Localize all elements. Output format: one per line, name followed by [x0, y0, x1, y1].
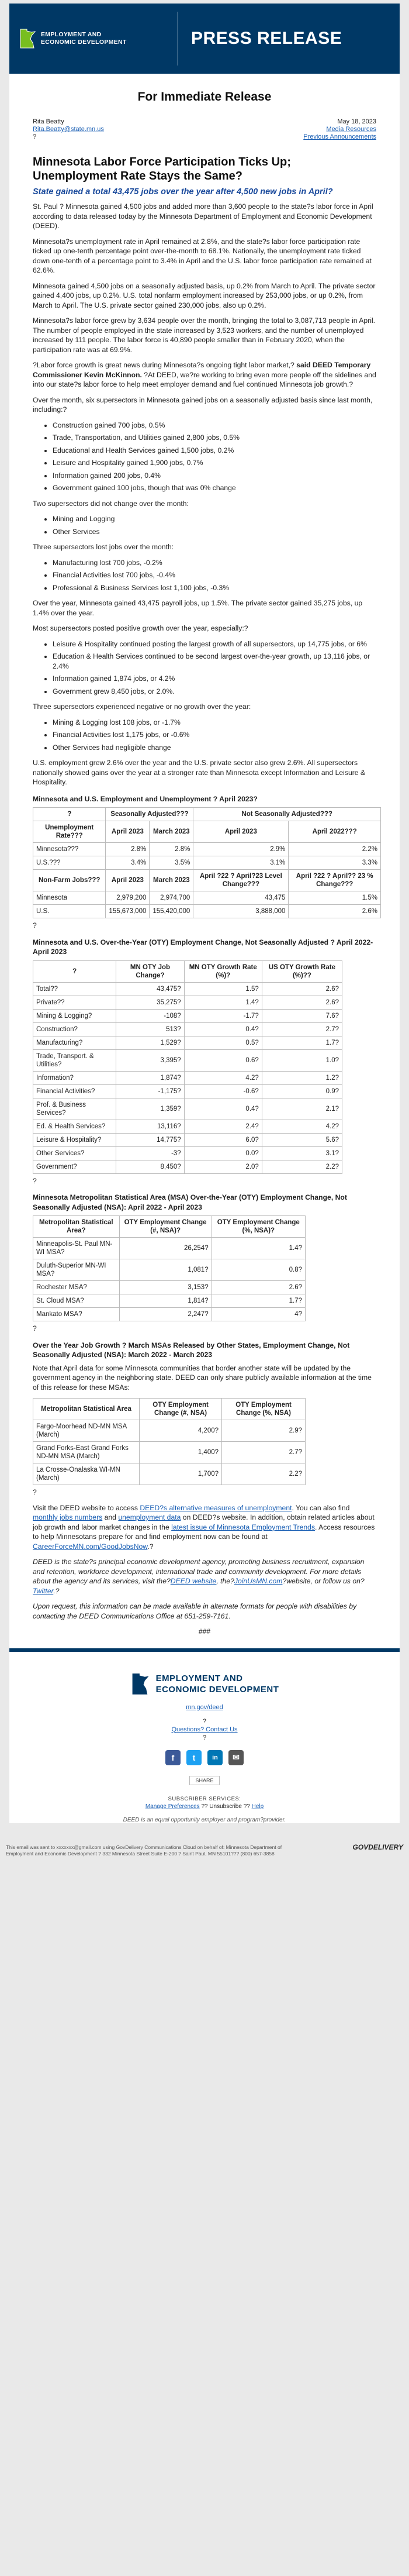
table-cell: 5.6? [262, 1133, 342, 1146]
list-item: • Education & Health Services continued to be second largest over-the-year growth, up 13,116 jobs, or 2.4% [53, 652, 376, 671]
year-growth-list [33, 639, 376, 697]
spacer-mark: ? [33, 921, 37, 929]
footer-center [9, 1703, 400, 1742]
contact-meta [9, 118, 400, 141]
table-row [33, 1420, 306, 1442]
table-cell: 35,275? [116, 996, 184, 1009]
table-cell: OTY Employment Change (%, NSA) [222, 1399, 306, 1420]
table-cell: 0.5? [184, 1036, 262, 1049]
list-item: • Educational and Health Services gained 1,500 jobs, 0.2% [53, 446, 376, 456]
subheadline: State gained a total 43,475 jobs over the year after 4,500 new jobs in April? [33, 187, 333, 197]
table-cell: Minnesota??? [33, 843, 106, 856]
table-cell: 3.3% [289, 856, 381, 870]
social-icons [9, 1750, 400, 1765]
table-cell: 2.7? [262, 1022, 342, 1036]
table-row [33, 1308, 306, 1321]
table-cell: 1,700? [140, 1463, 222, 1485]
table-cell: 2.2? [262, 1160, 342, 1173]
table-row [33, 1146, 342, 1160]
facebook-icon[interactable]: f [165, 1750, 181, 1765]
paragraph: Over the month, six supersectors in Minnesota gained jobs on a seasonally adjusted basis since last month, including:? [33, 395, 373, 414]
delivery-footer [0, 1837, 409, 1863]
table-cell: 2.6? [212, 1281, 305, 1294]
contact-extra: ? [33, 133, 37, 140]
footer [9, 1648, 400, 1823]
table-cell: 1.0? [262, 1049, 342, 1071]
table-cell: 3.1% [193, 856, 289, 870]
list-item: • Mining and Logging [53, 514, 376, 524]
table-cell: 0.4? [184, 1098, 262, 1120]
table-cell: Private?? [33, 996, 116, 1009]
table-cell: Minnesota [33, 891, 106, 905]
footer-mark: ? [202, 1717, 207, 1725]
subscriber-services: SUBSCRIBER SERVICES: [168, 1795, 241, 1802]
media-resources-link[interactable]: Media Resources [326, 126, 376, 133]
table-row [33, 905, 381, 918]
table-cell: April 2022??? [289, 821, 381, 843]
oty-change-table [33, 960, 342, 1174]
table-cell: 2.6? [262, 996, 342, 1009]
govdelivery-logo: GOVDELIVERY [352, 1843, 403, 1851]
end-mark: ### [198, 1627, 211, 1635]
table-cell: April 2023 [106, 821, 150, 843]
table-cell: Information? [33, 1071, 116, 1084]
delivery-text: This email was sent to xxxxxxx@gmail.com using GovDelivery Communications Cloud on behalf of: Minnesota Department of Employment and Economic Development ? 332 Minnesota Street Suite E-200 ? Saint Paul, MN 55101??? (800) 657-3858 [6, 1844, 282, 1857]
careerforce-link[interactable]: CareerForceMN.com/GoodJobsNow [33, 1542, 148, 1551]
table-cell: Government? [33, 1160, 116, 1173]
table-cell: 2,247? [119, 1308, 212, 1321]
paragraph: St. Paul ? Minnesota gained 4,500 jobs and added more than 3,600 people to the state?s labor force in April according to data released today by the Minnesota Department of Employment and Economic Development (DEED). [33, 202, 373, 230]
table-cell: March 2023 [150, 821, 193, 843]
paragraph: Two supersectors did not change over the month: [33, 499, 189, 508]
table-cell: 2.7? [222, 1442, 306, 1463]
table-cell: Total?? [33, 982, 116, 996]
table-cell: 4.2? [184, 1071, 262, 1084]
text-part: on DEED?s website. In addition, obtain related articles about job growth and labor market changes in the [33, 1513, 375, 1531]
table-cell: 4,200? [140, 1420, 222, 1442]
monthly-jobs-link[interactable]: monthly jobs numbers [33, 1513, 103, 1521]
table-cell: Mankato MSA? [33, 1308, 120, 1321]
text-part: .? [147, 1542, 154, 1551]
twitter-icon[interactable]: t [186, 1750, 202, 1765]
table-cell: April 2023 [193, 821, 289, 843]
text-part: ?website, or follow us on? [282, 1577, 365, 1585]
minnesota-state-icon [19, 29, 36, 49]
table-cell: 2.2? [222, 1463, 306, 1485]
year-negative-list [33, 718, 376, 753]
table-cell: 1,400? [140, 1442, 222, 1463]
table1-caption: Minnesota and U.S. Employment and Unemployment ? April 2023? [33, 794, 258, 803]
table-cell: -0.6? [184, 1084, 262, 1098]
table-cell: 3,153? [119, 1281, 212, 1294]
table-cell: Ed. & Health Services? [33, 1120, 116, 1133]
paragraph: Three supersectors lost jobs over the month: [33, 543, 174, 551]
table-cell: 155,673,000 [106, 905, 150, 918]
visit-paragraph [33, 1503, 376, 1552]
table-cell: 14,775? [116, 1133, 184, 1146]
paragraph: Minnesota?s labor force grew by 3,634 people over the month, bringing the total to 3,087,713 people in April. The number of people employed in the state increased by 3,523 workers, and the number of unemployed increased by 111 people. The labor force is 40,890 people smaller than in February 2020, when the participation rate was at 69.9%. [33, 316, 376, 354]
table-cell: 43,475? [116, 982, 184, 996]
list-item: • Leisure and Hospitality gained 1,900 jobs, 0.7% [53, 458, 376, 468]
list-item: • Leisure & Hospitality continued posting the largest growth of all supersectors, up 14,775 jobs, or 6% [53, 639, 376, 649]
table-cell: Prof. & Business Services? [33, 1098, 116, 1120]
table-row [33, 1049, 342, 1071]
help-link[interactable]: Help [251, 1803, 264, 1810]
table-cell: 1.7? [262, 1036, 342, 1049]
share-label: SHARE [195, 1777, 214, 1783]
table-cell: -1.7? [184, 1009, 262, 1022]
employment-trends-link[interactable]: latest issue of Minnesota Employment Trends [171, 1523, 316, 1531]
list-item: • Other Services had negligible change [53, 743, 376, 753]
equal-opportunity-note: DEED is an equal opportunity employer and program?provider. [123, 1816, 286, 1823]
manage-preferences-link[interactable]: Manage Preferences [145, 1803, 200, 1810]
paragraph: Three supersectors experienced negative or no growth over the year: [33, 702, 251, 711]
list-item: • Government gained 100 jobs, though that was 0% change [53, 483, 376, 493]
table-cell: 2.4? [184, 1120, 262, 1133]
list-item: • Construction gained 700 jobs, 0.5% [53, 421, 376, 431]
table-cell: Metropolitan Statistical Area [33, 1399, 140, 1420]
table-cell: 43,475 [193, 891, 289, 905]
alternative-measures-link[interactable]: DEED?s alternative measures of unemployment [140, 1503, 292, 1512]
previous-announcements-link[interactable]: Previous Announcements [303, 133, 376, 140]
table-row [33, 1399, 306, 1420]
table4-note: Note that April data for some Minnesota communities that border another state will be updated by the government agency in the neighboring state. DEED can only share publicly available information at the time of this release for these MSAs: [33, 1363, 372, 1392]
table-row [33, 808, 381, 821]
table-cell: 2.1? [262, 1098, 342, 1120]
table-cell: 0.4? [184, 1022, 262, 1036]
paragraph: Most supersectors posted positive growth over the year, especially:? [33, 624, 248, 632]
table-cell: 3.1? [262, 1146, 342, 1160]
table-cell: 8,450? [116, 1160, 184, 1173]
table-cell: Minneapolis-St. Paul MN-WI MSA? [33, 1238, 120, 1259]
table-cell: OTY Employment Change (#, NSA)? [119, 1216, 212, 1238]
text-part: DEED is the state?s principal economic development agency, promoting business recruitment, expansion and retention, workforce development, international trade and community development. For more details about the agency and its services, visit the? [33, 1558, 365, 1585]
text-part: . You can also find [292, 1503, 350, 1512]
table-cell: 155,420,000 [150, 905, 193, 918]
text-part: . Access resources to help Minnesotans prepare for and find employment now can be found at [33, 1523, 375, 1541]
text-part: and [104, 1513, 116, 1521]
org-line2: ECONOMIC DEVELOPMENT [41, 39, 127, 46]
table-cell: 2,979,200 [106, 891, 150, 905]
table-cell: OTY Employment Change (%, NSA)? [212, 1216, 305, 1238]
list-item: • Information gained 1,874 jobs, or 4.2% [53, 674, 376, 684]
table-cell: 513? [116, 1022, 184, 1036]
table-row [33, 1160, 342, 1173]
quote-part: ?Labor force growth is great news during Minnesota?s ongoing tight labor market,? [33, 361, 294, 369]
table-row [33, 856, 381, 870]
table-cell: Not Seasonally Adjusted??? [193, 808, 381, 821]
table-row [33, 1120, 342, 1133]
subscriber-links [9, 1803, 400, 1810]
table-cell: MN OTY Job Change? [116, 960, 184, 982]
table-cell: 2.2% [289, 843, 381, 856]
table-cell: Duluth-Superior MN-WI MSA? [33, 1259, 120, 1281]
table-cell: Construction? [33, 1022, 116, 1036]
paragraph: U.S. employment grew 2.6% over the year and the U.S. private sector also grew 2.6%. All supersectors nationally showed gains over the year at a stronger rate than Minnesota except Information and Leisure & Hospitality. [33, 759, 366, 786]
release-date: May 18, 2023 [337, 118, 376, 125]
table-cell: 1.5% [289, 891, 381, 905]
table-row [33, 1022, 342, 1036]
table-cell: 6.0? [184, 1133, 262, 1146]
table-cell: Non-Farm Jobs??? [33, 870, 106, 891]
banner [9, 4, 400, 74]
month-losses-list [33, 558, 376, 593]
table-row [33, 1294, 306, 1308]
table-cell: 1.7? [212, 1294, 305, 1308]
table-row [33, 960, 342, 982]
table-cell: La Crosse-Onalaska WI-MN (March) [33, 1463, 140, 1485]
table-cell: Seasonally Adjusted??? [106, 808, 193, 821]
table-row [33, 1216, 306, 1238]
for-immediate-release: For Immediate Release [137, 90, 272, 104]
table-cell: 1,359? [116, 1098, 184, 1120]
table-cell: 2.8% [106, 843, 150, 856]
table-cell: 3,395? [116, 1049, 184, 1071]
table-cell: Mining & Logging? [33, 1009, 116, 1022]
contact-email-link[interactable]: Rita.Beatty@state.mn.us [33, 126, 104, 133]
table-cell: -1,175? [116, 1084, 184, 1098]
table-cell: Metropolitan Statistical Area? [33, 1216, 120, 1238]
table-cell: 2.6% [289, 905, 381, 918]
table-cell: 0.8? [212, 1259, 305, 1281]
table-cell: 3.5% [150, 856, 193, 870]
unemployment-data-link[interactable]: unemployment data [118, 1513, 181, 1521]
table-row [33, 1281, 306, 1294]
table-row [33, 1009, 342, 1022]
table-cell: 1.2? [262, 1071, 342, 1084]
table-row [33, 1463, 306, 1485]
linkedin-icon[interactable]: in [207, 1750, 223, 1765]
table-cell: ? [33, 960, 116, 982]
table-row [33, 1098, 342, 1120]
footer-logo [9, 1652, 400, 1703]
table-cell: Unemployment Rate??? [33, 821, 106, 843]
table-cell: 4.2? [262, 1120, 342, 1133]
site-link[interactable]: mn.gov/deed [186, 1703, 223, 1711]
unsubscribe-link[interactable]: ?? Unsubscribe ?? [201, 1803, 250, 1810]
table-cell: 13,116? [116, 1120, 184, 1133]
table-cell: 0.0? [184, 1146, 262, 1160]
table-cell: Rochester MSA? [33, 1281, 120, 1294]
table-cell: -3? [116, 1146, 184, 1160]
table-cell: April ?22 ? April?23 Level Change??? [193, 870, 289, 891]
minnesota-state-icon [130, 1673, 150, 1695]
banner-title: PRESS RELEASE [191, 29, 342, 48]
table-cell: OTY Employment Change (#, NSA) [140, 1399, 222, 1420]
employment-table [33, 807, 381, 918]
table-cell: 1,814? [119, 1294, 212, 1308]
list-item: • Trade, Transportation, and Utilities gained 2,800 jobs, 0.5% [53, 433, 376, 443]
table-cell: MN OTY Growth Rate (%)? [184, 960, 262, 982]
text-part: Visit the DEED website to access [33, 1503, 138, 1512]
list-item: • Other Services [53, 527, 376, 537]
table-cell: 2.6? [262, 982, 342, 996]
spacer-mark: ? [33, 1176, 37, 1185]
table-cell: 1,081? [119, 1259, 212, 1281]
twitter-link[interactable]: Twitter [33, 1586, 54, 1595]
list-item: • Government grew 8,450 jobs, or 2.0%. [53, 687, 376, 697]
table-cell: Leisure & Hospitality? [33, 1133, 116, 1146]
table-row [33, 891, 381, 905]
month-gains-list [33, 421, 376, 493]
table-cell: 4? [212, 1308, 305, 1321]
table-row [33, 1442, 306, 1463]
list-item: • Information gained 200 jobs, 0.4% [53, 471, 376, 481]
table-cell: 1.4? [212, 1238, 305, 1259]
table-cell: Fargo-Moorhead ND-MN MSA (March) [33, 1420, 140, 1442]
footer-mark: ? [202, 1734, 207, 1741]
table-row [33, 996, 342, 1009]
table-cell: 3.4% [106, 856, 150, 870]
table-cell: 0.9? [262, 1084, 342, 1098]
share-button[interactable] [189, 1776, 220, 1785]
deed-website-link[interactable]: DEED website [170, 1577, 217, 1585]
table-cell: St. Cloud MSA? [33, 1294, 120, 1308]
paragraph: Minnesota gained 4,500 jobs on a seasonally adjusted basis, up 0.2% from March to April. The private sector gained 4,400 jobs, up 0.2%. U.S. total nonfarm employment increased by 253,000 jobs, or up 0.2%, from March to April. The U.S. private sector gained 230,000 jobs, also up 0.2%. [33, 281, 376, 309]
table-cell: US OTY Growth Rate (%)?? [262, 960, 342, 982]
about-deed-paragraph [33, 1557, 376, 1596]
list-item: • Mining & Logging lost 108 jobs, or -1.7% [53, 718, 376, 728]
table-cell: 2.8% [150, 843, 193, 856]
table-cell: 2.9% [193, 843, 289, 856]
list-item: • Manufacturing lost 700 jobs, -0.2% [53, 558, 376, 568]
org-line1: EMPLOYMENT AND [41, 31, 102, 38]
table-cell: 1,529? [116, 1036, 184, 1049]
table-cell: -108? [116, 1009, 184, 1022]
spacer-mark: ? [33, 1488, 37, 1496]
table-cell: April ?22 ? April?? 23 % Change??? [289, 870, 381, 891]
paragraph: Minnesota?s unemployment rate in April remained at 2.8%, and the state?s labor force participation rate ticked up one-tenth percentage point over-the-month to 68.1%. Nationally, the unemployment rate ticked down one-tenth of a percentage point to 3.4% in April and the U.S. labor force participation rate remained at 62.6%. [33, 237, 372, 274]
table-cell: 3,888,000 [193, 905, 289, 918]
text-part: , the? [216, 1577, 234, 1585]
list-item: • Financial Activities lost 1,175 jobs, or -0.6% [53, 730, 376, 740]
table-cell: 0.6? [184, 1049, 262, 1071]
table-cell: Trade, Transport. & Utilities? [33, 1049, 116, 1071]
table-cell: ? [33, 808, 106, 821]
contact-name: Rita Beatty [33, 118, 64, 125]
table-cell: U.S. [33, 905, 106, 918]
quote-attribution: said DEED Temporary Commissioner Kevin McKinnon. [33, 361, 371, 379]
paragraph: Over the year, Minnesota gained 43,475 payroll jobs, up 1.5%. The private sector gained 35,275 jobs, up 1.4% over the year. [33, 599, 363, 617]
table-cell: March 2023 [150, 870, 193, 891]
msa-table [33, 1215, 306, 1321]
table-cell: Financial Activities? [33, 1084, 116, 1098]
table-cell: U.S.??? [33, 856, 106, 870]
table-row [33, 1084, 342, 1098]
text-part: .? [53, 1586, 60, 1595]
contact-us-link[interactable]: Questions? Contact Us [171, 1726, 238, 1733]
table-cell: 1,874? [116, 1071, 184, 1084]
table-cell: Grand Forks-East Grand Forks ND-MN MSA (March) [33, 1442, 140, 1463]
joinusmn-link[interactable]: JoinUsMN.com [234, 1577, 283, 1585]
other-states-msa-table [33, 1398, 306, 1485]
table-row [33, 1259, 306, 1281]
table-cell: 26,254? [119, 1238, 212, 1259]
spacer-mark: ? [33, 1324, 37, 1332]
table-cell: 1.5? [184, 982, 262, 996]
accessibility-paragraph: Upon request, this information can be made available in alternate formats for people with disabilities by contacting the DEED Communications Office at 651-259-7161. [33, 1602, 357, 1620]
quote-part: ?At DEED, we?re working to bring even more people off the sidelines and into our state?s labor force to help meet employer demand and fuel continued Minnesota job growth.? [33, 370, 376, 388]
table-row [33, 1133, 342, 1146]
table3-caption: Minnesota Metropolitan Statistical Area (MSA) Over-the-Year (OTY) Employment Change, Not Seasonally Adjusted (NSA): April 2022 - April 2023 [33, 1193, 347, 1211]
table-row [33, 821, 381, 843]
table-row [33, 1238, 306, 1259]
table-row [33, 1071, 342, 1084]
month-nochange-list [33, 514, 376, 536]
table-cell: April 2023 [106, 870, 150, 891]
table4-caption: Over the Year Job Growth ? March MSAs Released by Other States, Employment Change, Not Seasonally Adjusted (NSA): March 2022 - March 2023 [33, 1341, 350, 1359]
quote-paragraph [33, 360, 376, 390]
table-cell: Other Services? [33, 1146, 116, 1160]
table-row [33, 1036, 342, 1049]
table-cell: Manufacturing? [33, 1036, 116, 1049]
table-cell: 2.0? [184, 1160, 262, 1173]
release-body [9, 155, 400, 1637]
table-row [33, 982, 342, 996]
table-cell: 7.6? [262, 1009, 342, 1022]
list-item: • Financial Activities lost 700 jobs, -0.4% [53, 570, 376, 580]
table-cell: 2.9? [222, 1420, 306, 1442]
email-icon[interactable]: ✉ [228, 1750, 244, 1765]
footer-org-line1: EMPLOYMENT AND [155, 1673, 243, 1683]
headline: Minnesota Labor Force Participation Ticks Up; Unemployment Rate Stays the Same? [33, 156, 291, 182]
table2-caption: Minnesota and U.S. Over-the-Year (OTY) Employment Change, Not Seasonally Adjusted ? April 2022-April 2023 [33, 938, 373, 956]
list-item: • Professional & Business Services lost 1,100 jobs, -0.3% [53, 583, 376, 593]
email-card [9, 4, 400, 1823]
table-row [33, 843, 381, 856]
deed-logo [19, 29, 165, 49]
table-cell: 2,974,700 [150, 891, 193, 905]
table-row [33, 870, 381, 891]
footer-org-line2: ECONOMIC DEVELOPMENT [155, 1684, 279, 1695]
table-cell: 1.4? [184, 996, 262, 1009]
